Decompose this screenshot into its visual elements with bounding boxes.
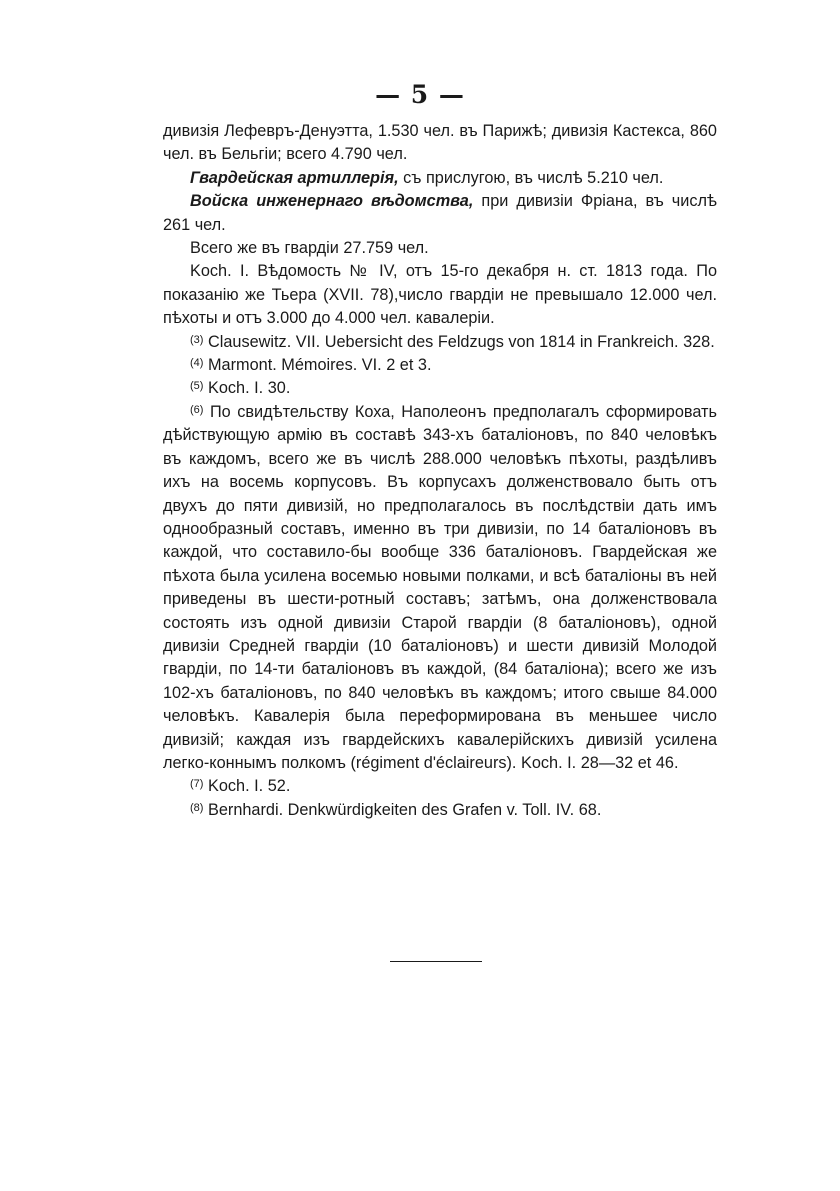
footnote-number: (5) bbox=[190, 380, 204, 393]
guard-artillery-text: съ прислугою, въ числѣ 5.210 чел. bbox=[398, 168, 664, 187]
footnote-text: Bernhardi. Denkwürdigkeiten des Grafen v. Toll. IV. 68. bbox=[203, 800, 602, 819]
paragraph-engineer-troops bbox=[163, 190, 717, 237]
footnote-number: (4) bbox=[190, 357, 204, 370]
footnote-number: (6) bbox=[190, 403, 204, 416]
paragraph-koch-statement: Koch. I. Вѣдомость № IV, отъ 15-го декабря н. ст. 1813 года. По показанію же Тьера (XVII. 78),число гвардіи не превышало 12.000 чел. пѣхоты и отъ 3.000 до 4.000 чел. кавалеріи. bbox=[163, 262, 717, 328]
footnote-8 bbox=[163, 799, 717, 822]
footnote-number: (7) bbox=[190, 778, 204, 791]
page-number: — 5 — bbox=[375, 80, 465, 109]
guard-artillery-heading: Гвардейская артиллерія, bbox=[190, 168, 399, 187]
footnote-3 bbox=[163, 331, 717, 354]
paragraph-guard-artillery bbox=[163, 167, 717, 190]
footnote-text: По свидѣтельству Коха, Наполеонъ предполагалъ сформировать дѣйствующую армію въ составѣ 343-хъ баталіоновъ, по 840 человѣкъ въ каждомъ, всего же въ числѣ 288.000 человѣкъ пѣхоты, раздѣливъ ихъ на восемь корпусовъ. Въ корпусахъ долженствовало быть отъ двухъ до пяти дивизій, но предполагалось въ послѣдствіи дать имъ однообразный составъ, именно въ три дивизіи, по 14 баталіоновъ въ каждой, что составило-бы вообще 336 баталіоновъ. Гвардейская же пѣхота была усилена восемью новыми полками, и всѣ баталіоны въ ней приведены въ шести-ротный составъ; затѣмъ, она долженствовала состоять изъ одной дивизіи Старой гвардіи (8 баталіоновъ), одной дивизіи Средней гвардіи (10 баталіоновъ) и шести дивизій Молодой гвардіи, по 14-ти баталіоновъ въ каждой, (84 баталіона); всего же изъ 102-хъ баталіоновъ, по 840 человѣкъ въ каждомъ; итого свыше 84.000 человѣкъ. Кавалерія была переформирована въ меньшее число дивизій; каждая изъ гвардейскихъ кавалерійскихъ дивизій усилена легко-коннымъ полкомъ (régiment d'éclaireurs). Koch. I. 28—32 et 46. bbox=[163, 402, 717, 772]
footnote-7 bbox=[163, 775, 717, 798]
footnote-text: Koch. I. 52. bbox=[203, 777, 291, 796]
footnote-5 bbox=[163, 377, 717, 400]
footnote-number: (8) bbox=[190, 801, 204, 814]
footnote-6 bbox=[163, 401, 717, 776]
end-rule-divider bbox=[390, 961, 482, 962]
footnote-text: Marmont. Mémoires. VI. 2 et 3. bbox=[203, 356, 432, 375]
engineer-troops-heading: Войска инженернаго вѣдомства, bbox=[190, 192, 474, 211]
paragraph-1: дивизія Лефевръ-Денуэтта, 1.530 чел. въ Парижѣ; дивизія Кастекса, 860 чел. въ Бельгіи; всего 4.790 чел. bbox=[163, 122, 717, 164]
footnote-text: Clausewitz. VII. Uebersicht des Feldzugs von 1814 in Frankreich. 328. bbox=[203, 332, 715, 351]
paragraph-guard-total: Всего же въ гвардіи 27.759 чел. bbox=[190, 239, 429, 258]
engineer-troops-text: при дивизіи Фріана, въ числѣ 261 чел. bbox=[163, 192, 717, 234]
footnote-4 bbox=[163, 354, 717, 377]
footnote-text: Koch. I. 30. bbox=[203, 379, 291, 398]
footnote-number: (3) bbox=[190, 333, 204, 346]
body-text bbox=[163, 120, 717, 822]
